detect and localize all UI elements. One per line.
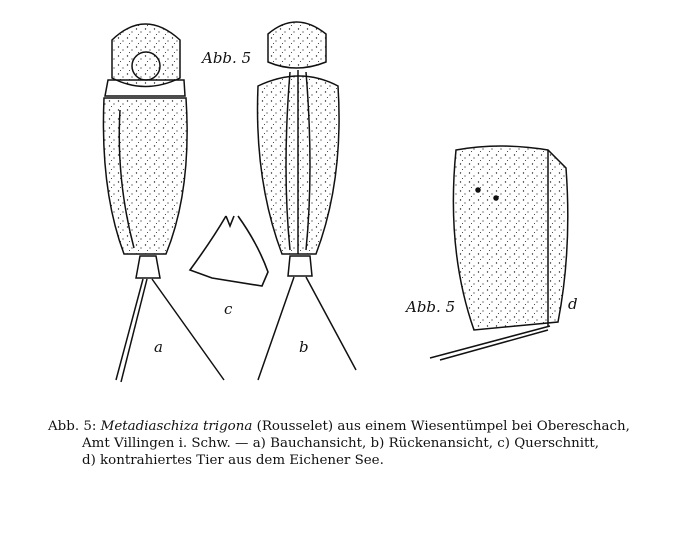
figure-caption bbox=[48, 418, 688, 469]
figure-label-d: d bbox=[568, 295, 578, 313]
rotifer-ventral-view bbox=[103, 24, 224, 382]
caption-prefix: Abb. 5: bbox=[48, 419, 97, 434]
caption-line-1-rest: (Rousselet) aus einem Wiesentümpel bei Obereschach, bbox=[256, 419, 630, 434]
caption-species-name: Metadiaschiza trigona bbox=[100, 419, 253, 434]
figure-label-a: a bbox=[154, 338, 163, 356]
caption-line-2: Amt Villingen i. Schw. — a) Bauchansicht, b) Rückenansicht, c) Querschnitt, bbox=[82, 436, 600, 451]
rotifer-dorsal-view bbox=[258, 22, 357, 380]
figure-label-b: b bbox=[299, 338, 309, 356]
caption-line-3: d) kontrahiertes Tier aus dem Eichener See. bbox=[82, 453, 384, 468]
rotifer-cross-section bbox=[190, 216, 268, 286]
figure-label-c: c bbox=[224, 300, 233, 318]
rotifer-contracted bbox=[430, 146, 568, 360]
figure-label-abb-side: Abb. 5 bbox=[406, 298, 456, 316]
caption-line-1 bbox=[48, 418, 688, 435]
figure-label-abb-top: Abb. 5 bbox=[202, 49, 252, 67]
